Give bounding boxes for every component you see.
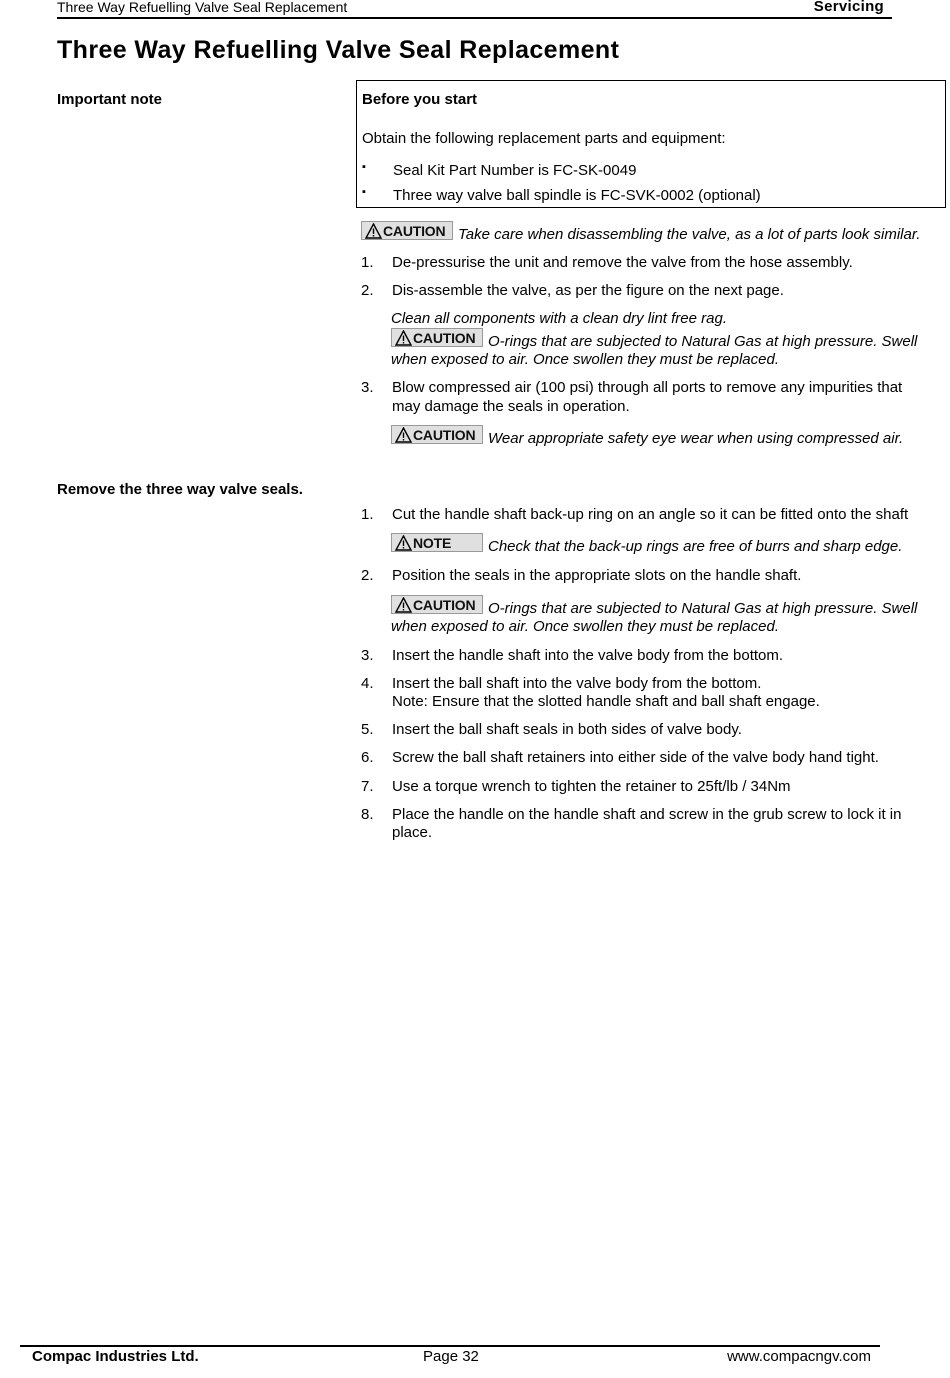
warning-triangle-icon — [365, 223, 382, 239]
warning-triangle-icon — [395, 427, 412, 443]
caution-badge: CAUTION — [391, 425, 483, 444]
note-badge: NOTE — [391, 533, 483, 552]
caution-badge: CAUTION — [391, 595, 483, 614]
warning-triangle-icon — [395, 330, 412, 346]
important-note-label: Important note — [57, 91, 162, 108]
page-header — [57, 0, 892, 19]
box-title: Before you start — [362, 91, 478, 108]
note-notice: NOTE Check that the back-up rings are free of burrs and sharp edge. — [391, 533, 946, 552]
header-section: Servicing — [813, 0, 884, 15]
box-intro: Obtain the following replacement parts and equipment: — [362, 130, 726, 147]
caution-notice: CAUTION Wear appropriate safety eye wear when using compressed air. — [391, 425, 946, 444]
caution-notice: CAUTION O-rings that are subjected to Natural Gas at high pressure. Swell when exposed to air. Once swollen they must be replaced. — [391, 597, 918, 635]
caution-badge: CAUTION — [361, 221, 453, 240]
remove-seals-label: Remove the three way valve seals. — [57, 481, 303, 498]
warning-triangle-icon — [395, 535, 412, 551]
page-title: Three Way Refuelling Valve Seal Replacement — [57, 36, 620, 64]
bullet-icon: ▪ — [362, 161, 366, 173]
before-you-start-box: Before you start Obtain the following replacement parts and equipment: ▪ Seal Kit Part Number is FC-SK-0049 ▪ Three way valve ball spindle is FC-SVK-0002 (optional) — [356, 80, 946, 208]
header-doc-title: Three Way Refuelling Valve Seal Replacement — [57, 0, 348, 15]
clean-note: Clean all components with a clean dry lint free rag. — [391, 310, 728, 327]
caution-notice: CAUTION Take care when disassembling the valve, as a lot of parts look similar. — [361, 221, 946, 240]
warning-triangle-icon — [395, 597, 412, 613]
footer-website: www.compacngv.com — [727, 1348, 871, 1365]
caution-notice: CAUTION O-rings that are subjected to Natural Gas at high pressure. Swell when exposed to air. Once swollen they must be replaced. — [391, 330, 918, 368]
bullet-icon: ▪ — [362, 186, 366, 198]
caution-badge: CAUTION — [391, 328, 483, 347]
page-footer — [20, 1345, 880, 1377]
footer-company: Compac Industries Ltd. — [32, 1348, 199, 1365]
footer-page-number: Page 32 — [423, 1348, 479, 1365]
